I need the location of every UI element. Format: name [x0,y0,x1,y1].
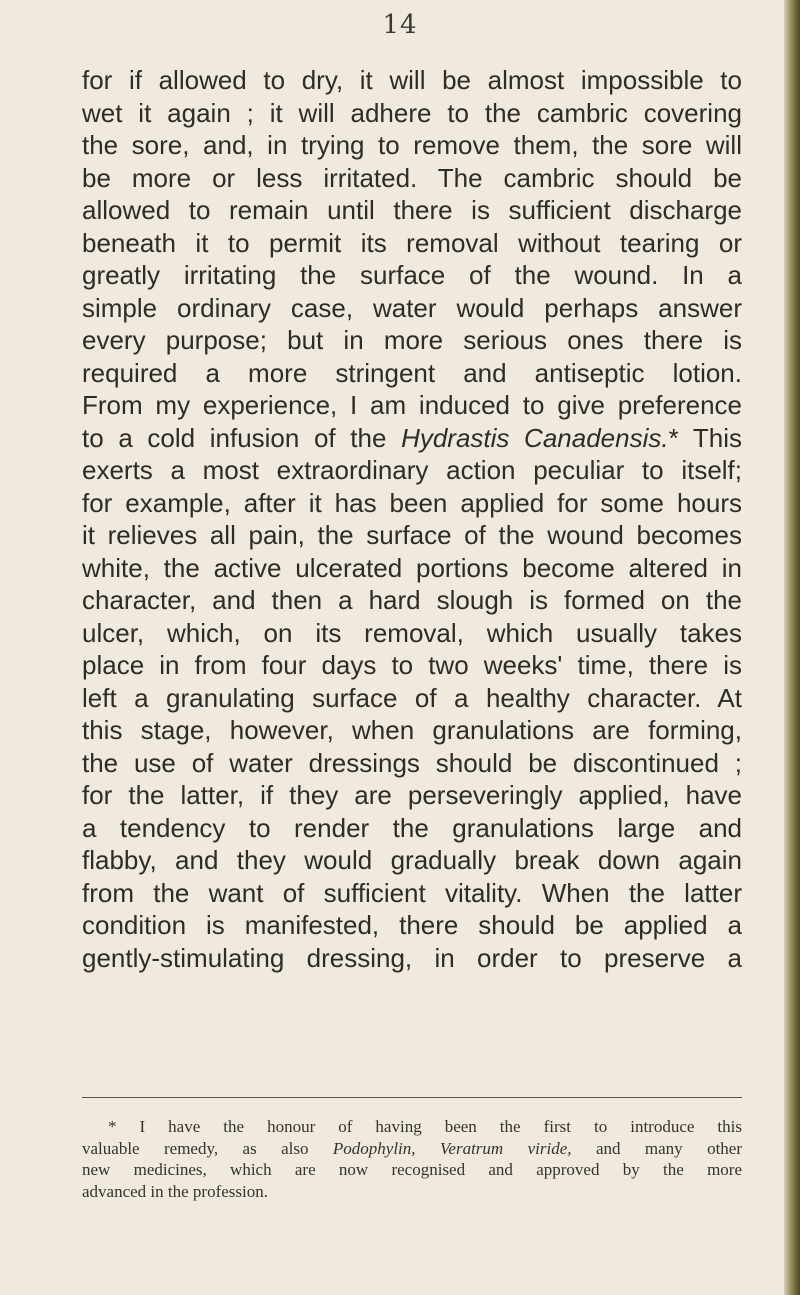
text-line-6: beneath it to permit its removal without tearing or [82,227,742,258]
footnote-divider [82,1097,742,1098]
text-line-1: for if allowed to dry, it will be almost impossible to [82,65,742,95]
text-line-20: left a granulating surface of a healthy character. At [82,682,742,713]
text-line-12 [82,422,742,455]
text-line-22: the use of water dressings should be discontinued ; [82,747,742,778]
text-line-24: a tendency to render the granulations large and [82,812,742,843]
text-line-10: required a more stringent and antiseptic lotion. [82,357,742,388]
text-line-4: be more or less irritated. The cambric should be [82,162,742,193]
footnote-remedy-names-italic: Podophylin, Veratrum viride, [332,1138,572,1158]
text-line-7: greatly irritating the surface of the wound. In a [82,260,742,290]
text-line-23: for the latter, if they are perseveringly applied, have [82,780,742,810]
book-page-edge [784,0,800,1295]
text-line-27: condition is manifested, there should be applied a [82,910,742,940]
text-line-9: every purpose; but in more serious ones there is [82,325,742,355]
body-text [82,64,742,974]
text-line-26: from the want of sufficient vitality. When the latter [82,877,742,908]
text-line-11: From my experience, I am induced to give preference [82,390,742,420]
species-name-italic: Hydrastis Canadensis. [401,422,669,453]
text-line-18: ulcer, which, on its removal, which usually takes [82,617,742,648]
footnote [82,1116,742,1202]
footnote-line-1: * I have the honour of having been the first to introduce this [108,1117,742,1136]
page-number: 14 [382,10,418,40]
text-line-5: allowed to remain until there is sufficient discharge [82,195,742,225]
text-line-8: simple ordinary case, water would perhaps answer [82,292,742,323]
text-line-17: character, and then a hard slough is formed on the [82,585,742,615]
text-line-12-end: * This [668,422,742,453]
text-line-3: the sore, and, in trying to remove them, the sore will [82,130,742,160]
text-line-19: place in from four days to two weeks' time, there is [82,650,742,680]
text-line-28: gently-stimulating dressing, in order to preserve a [82,942,742,973]
footnote-line-2-start: valuable remedy, as also [82,1138,333,1158]
footnote-line-4: advanced in the profession. [82,1181,268,1201]
text-line-14: for example, after it has been applied for some hours [82,487,742,518]
text-line-25: flabby, and they would gradually break down again [82,845,742,875]
footnote-line-2-end: and many other [571,1138,743,1158]
footnote-line-2 [82,1138,742,1160]
text-line-12-start: to a cold infusion of the [82,422,402,453]
text-line-21: this stage, however, when granulations are forming, [82,715,742,745]
text-line-16: white, the active ulcerated portions become altered in [82,552,742,583]
text-line-15: it relieves all pain, the surface of the wound becomes [82,520,742,550]
footnote-line-3: new medicines, which are now recognised and approved by the more [82,1160,742,1179]
text-line-13: exerts a most extraordinary action peculiar to itself; [82,455,742,485]
text-line-2: wet it again ; it will adhere to the cambric covering [82,97,742,128]
